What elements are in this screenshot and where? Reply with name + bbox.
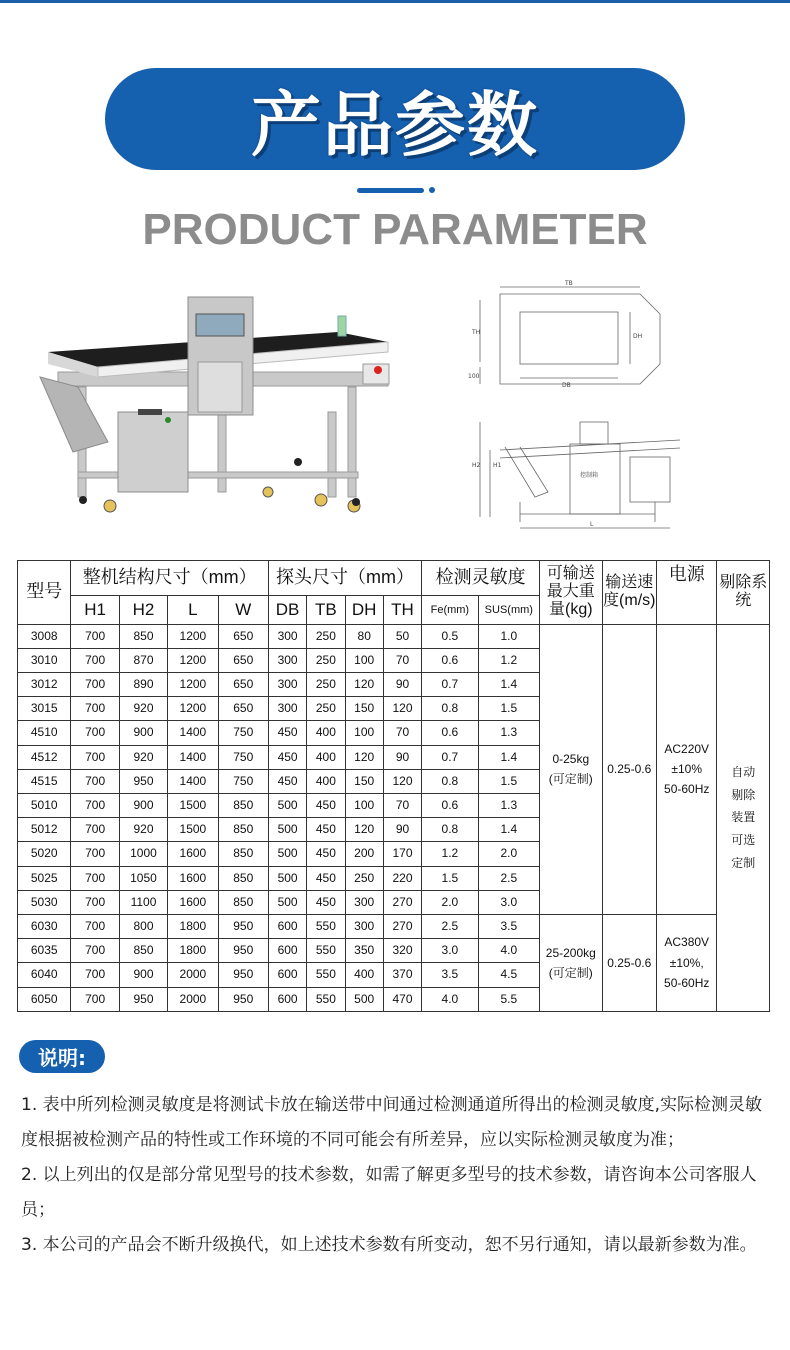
value-cell: 320 [383, 939, 421, 963]
value-cell: 1000 [119, 842, 167, 866]
value-cell: 250 [307, 624, 345, 648]
drawing-label-th: TH [472, 329, 481, 336]
value-cell: 450 [307, 866, 345, 890]
value-cell: 300 [345, 890, 383, 914]
value-cell: 3.5 [478, 915, 539, 939]
value-cell: 450 [307, 793, 345, 817]
value-cell: 350 [345, 939, 383, 963]
value-cell: 1.4 [478, 672, 539, 696]
value-cell: 450 [268, 769, 306, 793]
value-cell: 120 [345, 818, 383, 842]
value-cell: 550 [307, 939, 345, 963]
header-h1: H1 [71, 596, 119, 624]
value-cell: 120 [345, 672, 383, 696]
value-cell: 700 [71, 793, 119, 817]
header-structure: 整机结构尺寸（mm） [71, 561, 269, 596]
value-cell: 300 [268, 648, 306, 672]
header-w: W [218, 596, 268, 624]
model-cell: 3008 [18, 624, 71, 648]
header-power: 电源 [656, 561, 716, 625]
value-cell: 700 [71, 721, 119, 745]
model-cell: 5030 [18, 890, 71, 914]
value-cell: 700 [71, 915, 119, 939]
value-cell: 1600 [168, 842, 218, 866]
value-cell: 700 [71, 769, 119, 793]
value-cell: 0.8 [422, 769, 478, 793]
value-cell: 750 [218, 769, 268, 793]
page-subtitle: PRODUCT PARAMETER [142, 205, 648, 254]
value-cell: 300 [268, 672, 306, 696]
value-cell: 0.7 [422, 672, 478, 696]
value-cell: 600 [268, 987, 306, 1011]
value-cell: 500 [268, 818, 306, 842]
header-fe: Fe(mm) [422, 596, 478, 624]
power-cell-line: 50-60Hz [664, 782, 710, 797]
header-model: 型号 [18, 561, 71, 625]
power-cell-line: AC220V [664, 741, 710, 756]
header-tb: TB [307, 596, 345, 624]
max-weight-cell-line: 25-200kg [545, 945, 596, 960]
value-cell: 1200 [168, 624, 218, 648]
value-cell: 2000 [168, 987, 218, 1011]
value-cell: 1200 [168, 648, 218, 672]
note-item: 1. 表中所列检测灵敏度是将测试卡放在输送带中间通过检测通道所得出的检测灵敏度,实际检测灵敏度根据被检测产品的特性或工作环境的不同可能会有所差异，应以实际检测灵敏度为准； [21, 1095, 763, 1150]
value-cell: 150 [345, 769, 383, 793]
value-cell: 250 [307, 648, 345, 672]
value-cell: 700 [71, 842, 119, 866]
value-cell: 850 [119, 939, 167, 963]
value-cell: 0.6 [422, 793, 478, 817]
model-cell: 4515 [18, 769, 71, 793]
model-cell: 5010 [18, 793, 71, 817]
value-cell: 1.5 [478, 697, 539, 721]
value-cell: 950 [218, 963, 268, 987]
power-cell-line: 50-60Hz [664, 976, 710, 991]
drawing-label-l: L [590, 521, 594, 528]
header-th: TH [383, 596, 421, 624]
value-cell: 100 [345, 793, 383, 817]
value-cell: 4.0 [478, 939, 539, 963]
header-removal: 剔除系统 [717, 561, 770, 625]
value-cell: 750 [218, 745, 268, 769]
value-cell: 550 [307, 963, 345, 987]
removal-system-cell [717, 624, 770, 1011]
value-cell: 950 [218, 987, 268, 1011]
value-cell: 370 [383, 963, 421, 987]
drawing-label-dh: DH [633, 333, 643, 340]
speed-cell [602, 915, 656, 1012]
notes-label: 说明: [19, 1040, 105, 1073]
header-sensitivity: 检测灵敏度 [422, 561, 540, 596]
value-cell: 650 [218, 697, 268, 721]
value-cell: 1.5 [422, 866, 478, 890]
value-cell: 90 [383, 818, 421, 842]
header-max-weight: 可输送最大重量(kg) [540, 561, 602, 625]
value-cell: 700 [71, 745, 119, 769]
value-cell: 1.4 [478, 745, 539, 769]
max-weight-cell-line: 0-25kg [552, 751, 590, 766]
drawing-label-h1: H1 [493, 462, 502, 469]
value-cell: 500 [268, 866, 306, 890]
value-cell: 920 [119, 745, 167, 769]
value-cell: 700 [71, 818, 119, 842]
value-cell: 1200 [168, 672, 218, 696]
value-cell: 400 [307, 769, 345, 793]
value-cell: 700 [71, 890, 119, 914]
value-cell: 4.0 [422, 987, 478, 1011]
value-cell: 1400 [168, 721, 218, 745]
value-cell: 150 [345, 697, 383, 721]
value-cell: 850 [218, 818, 268, 842]
value-cell: 300 [345, 915, 383, 939]
model-cell: 6030 [18, 915, 71, 939]
value-cell: 3.0 [478, 890, 539, 914]
speed-cell-line: 0.25-0.6 [607, 762, 652, 777]
value-cell: 700 [71, 672, 119, 696]
model-cell: 4512 [18, 745, 71, 769]
value-cell: 850 [218, 793, 268, 817]
value-cell: 5.5 [478, 987, 539, 1011]
value-cell: 270 [383, 915, 421, 939]
value-cell: 500 [268, 890, 306, 914]
value-cell: 450 [307, 818, 345, 842]
value-cell: 700 [71, 939, 119, 963]
value-cell: 1.4 [478, 818, 539, 842]
value-cell: 1200 [168, 697, 218, 721]
value-cell: 4.5 [478, 963, 539, 987]
model-cell: 3015 [18, 697, 71, 721]
value-cell: 90 [383, 672, 421, 696]
value-cell: 450 [268, 745, 306, 769]
model-cell: 6040 [18, 963, 71, 987]
value-cell: 920 [119, 818, 167, 842]
value-cell: 100 [345, 648, 383, 672]
value-cell: 0.7 [422, 745, 478, 769]
value-cell: 950 [218, 915, 268, 939]
value-cell: 950 [119, 769, 167, 793]
value-cell: 1400 [168, 769, 218, 793]
value-cell: 700 [71, 624, 119, 648]
title-banner [105, 68, 685, 170]
value-cell: 700 [71, 963, 119, 987]
value-cell: 600 [268, 939, 306, 963]
value-cell: 100 [345, 721, 383, 745]
table-row [18, 624, 770, 648]
max-weight-cell-line: (可定制) [548, 772, 593, 787]
value-cell: 250 [307, 672, 345, 696]
value-cell: 50 [383, 624, 421, 648]
removal-line: 自动 [731, 764, 756, 779]
note-item: 3. 本公司的产品会不断升级换代，如上述技术参数有所变动，恕不另行通知，请以最新参数为准。 [21, 1235, 757, 1255]
value-cell: 870 [119, 648, 167, 672]
power-cell [656, 915, 716, 1012]
value-cell: 1050 [119, 866, 167, 890]
header-probe: 探头尺寸（mm） [268, 561, 421, 596]
value-cell: 1800 [168, 939, 218, 963]
value-cell: 70 [383, 793, 421, 817]
speed-cell-line: 0.25-0.6 [607, 955, 652, 970]
value-cell: 500 [268, 842, 306, 866]
value-cell: 450 [268, 721, 306, 745]
page-title: 产品参数 [251, 83, 539, 166]
power-cell-line: ±10%, [669, 955, 704, 970]
model-cell: 5020 [18, 842, 71, 866]
value-cell: 500 [268, 793, 306, 817]
header-sus: SUS(mm) [478, 596, 539, 624]
model-cell: 3010 [18, 648, 71, 672]
value-cell: 550 [307, 987, 345, 1011]
value-cell: 1800 [168, 915, 218, 939]
value-cell: 170 [383, 842, 421, 866]
value-cell: 270 [383, 890, 421, 914]
value-cell: 1500 [168, 818, 218, 842]
value-cell: 900 [119, 721, 167, 745]
drawing-label-db: DB [562, 382, 571, 389]
model-cell: 6035 [18, 939, 71, 963]
note-item: 2. 以上列出的仅是部分常见型号的技术参数，如需了解更多型号的技术参数，请咨询本公司客服人员； [21, 1165, 757, 1220]
header-speed: 输送速度(m/s) [602, 561, 656, 625]
drawing-label-tb: TB [565, 280, 573, 287]
value-cell: 1500 [168, 793, 218, 817]
header-dh: DH [345, 596, 383, 624]
value-cell: 300 [268, 697, 306, 721]
model-cell: 5025 [18, 866, 71, 890]
value-cell: 200 [345, 842, 383, 866]
parameter-table [17, 560, 770, 1012]
value-cell: 120 [345, 745, 383, 769]
value-cell: 120 [383, 697, 421, 721]
value-cell: 900 [119, 793, 167, 817]
value-cell: 3.5 [422, 963, 478, 987]
max-weight-cell [540, 624, 602, 914]
value-cell: 2.0 [422, 890, 478, 914]
value-cell: 1.5 [478, 769, 539, 793]
value-cell: 1600 [168, 890, 218, 914]
value-cell: 1.3 [478, 721, 539, 745]
drawing-label-100: 100 [468, 373, 480, 380]
removal-line: 剔除 [731, 787, 756, 802]
power-cell-line: AC380V [664, 935, 710, 950]
value-cell: 700 [71, 697, 119, 721]
value-cell: 850 [119, 624, 167, 648]
header-db: DB [268, 596, 306, 624]
value-cell: 850 [218, 842, 268, 866]
model-cell: 4510 [18, 721, 71, 745]
value-cell: 600 [268, 963, 306, 987]
max-weight-cell-line: (可定制) [548, 966, 593, 980]
value-cell: 400 [307, 721, 345, 745]
value-cell: 1.2 [422, 842, 478, 866]
value-cell: 1.2 [478, 648, 539, 672]
value-cell: 0.6 [422, 648, 478, 672]
value-cell: 920 [119, 697, 167, 721]
value-cell: 750 [218, 721, 268, 745]
max-weight-cell [540, 915, 602, 1012]
model-cell: 5012 [18, 818, 71, 842]
value-cell: 2.0 [478, 842, 539, 866]
value-cell: 70 [383, 648, 421, 672]
value-cell: 300 [268, 624, 306, 648]
value-cell: 400 [345, 963, 383, 987]
drawing-label-panel: 控制箱 [580, 472, 599, 479]
value-cell: 1.0 [478, 624, 539, 648]
value-cell: 700 [71, 987, 119, 1011]
value-cell: 400 [307, 745, 345, 769]
decor-dot [429, 187, 435, 193]
value-cell: 0.6 [422, 721, 478, 745]
value-cell: 550 [307, 915, 345, 939]
dimension-drawing [460, 272, 690, 542]
value-cell: 890 [119, 672, 167, 696]
metal-detector-machine-image [38, 292, 398, 524]
header-l: L [168, 596, 218, 624]
value-cell: 1.3 [478, 793, 539, 817]
value-cell: 850 [218, 866, 268, 890]
model-cell: 6050 [18, 987, 71, 1011]
drawing-label-h2: H2 [472, 462, 481, 469]
value-cell: 90 [383, 745, 421, 769]
power-cell [656, 624, 716, 914]
value-cell: 0.8 [422, 818, 478, 842]
value-cell: 470 [383, 987, 421, 1011]
removal-line: 可选 [731, 833, 756, 848]
value-cell: 600 [268, 915, 306, 939]
value-cell: 500 [345, 987, 383, 1011]
value-cell: 650 [218, 648, 268, 672]
top-border-line [0, 0, 790, 3]
value-cell: 450 [307, 890, 345, 914]
value-cell: 1600 [168, 866, 218, 890]
value-cell: 800 [119, 915, 167, 939]
table-row [18, 915, 770, 939]
value-cell: 220 [383, 866, 421, 890]
value-cell: 450 [307, 842, 345, 866]
removal-line: 装置 [731, 810, 756, 825]
value-cell: 2.5 [422, 915, 478, 939]
notes-section [21, 1088, 773, 1263]
value-cell: 0.8 [422, 697, 478, 721]
model-cell: 3012 [18, 672, 71, 696]
power-cell-line: ±10% [671, 762, 702, 777]
speed-cell [602, 624, 656, 914]
value-cell: 2.5 [478, 866, 539, 890]
value-cell: 850 [218, 890, 268, 914]
value-cell: 650 [218, 624, 268, 648]
value-cell: 1100 [119, 890, 167, 914]
value-cell: 80 [345, 624, 383, 648]
value-cell: 70 [383, 721, 421, 745]
value-cell: 0.5 [422, 624, 478, 648]
removal-line: 定制 [731, 855, 756, 870]
value-cell: 900 [119, 963, 167, 987]
value-cell: 1400 [168, 745, 218, 769]
value-cell: 700 [71, 866, 119, 890]
value-cell: 2000 [168, 963, 218, 987]
value-cell: 650 [218, 672, 268, 696]
header-h2: H2 [119, 596, 167, 624]
value-cell: 3.0 [422, 939, 478, 963]
decor-line [357, 188, 424, 193]
value-cell: 120 [383, 769, 421, 793]
value-cell: 250 [307, 697, 345, 721]
value-cell: 250 [345, 866, 383, 890]
value-cell: 950 [119, 987, 167, 1011]
value-cell: 700 [71, 648, 119, 672]
value-cell: 950 [218, 939, 268, 963]
